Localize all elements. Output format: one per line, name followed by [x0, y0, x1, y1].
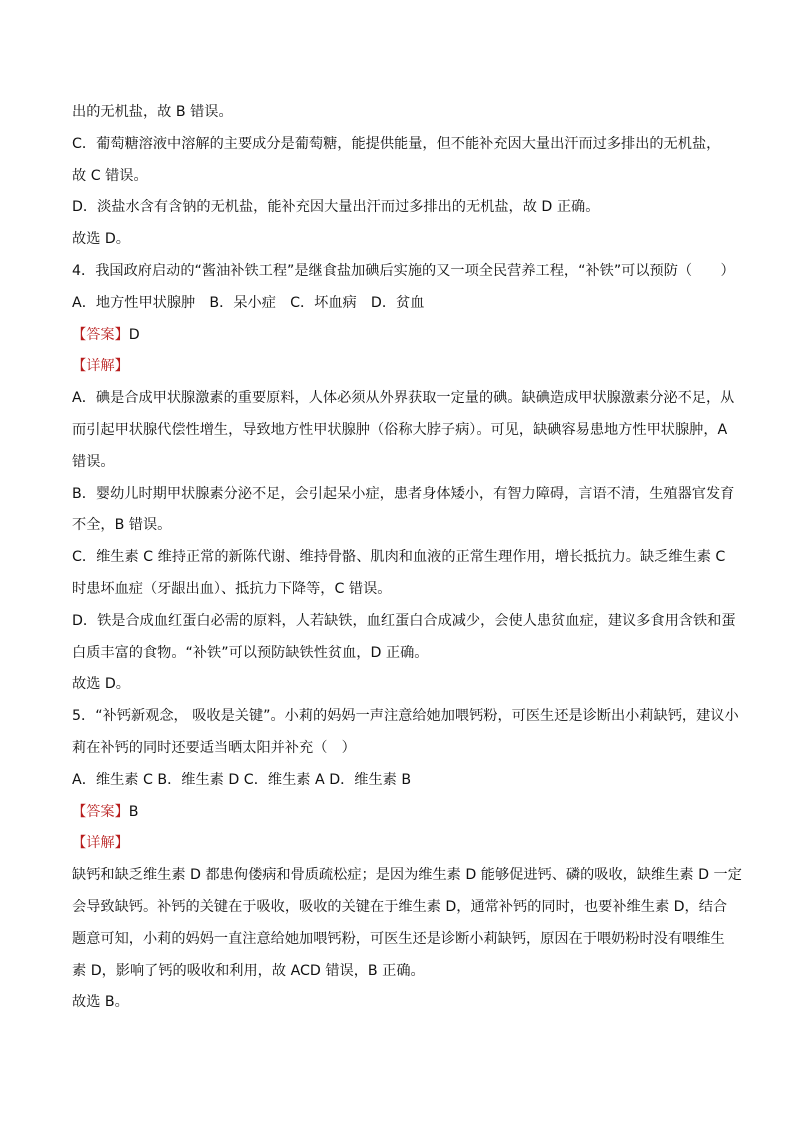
text-line: 时患坏血症（牙龈出血）、抵抗力下降等，C 错误。 — [72, 580, 392, 597]
paragraph — [72, 542, 724, 606]
text-line: C．葡萄糖溶液中溶解的主要成分是葡萄糖，能提供能量，但不能补充因大量出汗而过多排出的无机盐， — [72, 135, 721, 152]
text-line: A．碘是合成甲状腺激素的重要原料，人体必须从外界获取一定量的碘。缺碘造成甲状腺激素分泌不足，从 — [72, 390, 735, 407]
text-line: 不全，B 错误。 — [72, 517, 172, 534]
text-line: A．维生素 C B．维生素 D C．维生素 A D．维生素 B — [72, 771, 412, 788]
text-line: D．铁是合成血红蛋白必需的原料，人若缺铁，血红蛋白合成减少，会使人患贫血症，建议多食用含铁和蛋 — [72, 612, 736, 629]
text-line: 故选 B。 — [72, 994, 129, 1011]
paragraph — [72, 97, 724, 129]
answer-block — [72, 320, 724, 352]
paragraph — [72, 256, 735, 288]
paragraph — [72, 860, 742, 987]
label-line — [72, 828, 724, 860]
answer-block — [72, 351, 724, 383]
section-tag: 【详解】 — [72, 835, 129, 852]
text-line: 会导致缺钙。补钙的关键在于吸收，吸收的关键在于维生素 D，通常补钙的同时，也要补维生素 D，结合 — [72, 898, 728, 915]
text-line: A．地方性甲状腺肿 B．呆小症 C．坏血病 D．贫血 — [72, 294, 425, 311]
text-line: 故选 D。 — [72, 676, 130, 693]
text-line: B．婴幼儿时期甲状腺素分泌不足，会引起呆小症，患者身体矮小，有智力障碍，言语不清，生殖器官发育 — [72, 485, 735, 502]
answer-value: D — [128, 326, 140, 343]
text-line: 5．“补钙新观念， 吸收是关键”。小莉的妈妈一声注意给她加喂钙粉，可医生还是诊断出小莉缺钙，建议小 — [72, 708, 739, 725]
label-line — [72, 797, 724, 829]
text-line: 4．我国政府启动的“酱油补铁工程”是继食盐加碘后实施的又一项全民营养工程，“补铁”可以预防（ ） — [72, 262, 735, 279]
paragraph — [72, 701, 739, 765]
text-line: 莉在补钙的同时还要适当晒太阳并补充（ ） — [72, 739, 356, 756]
text-line: 故 C 错误。 — [72, 167, 148, 184]
text-line: 故选 D。 — [72, 231, 130, 248]
text-line: 素 D，影响了钙的吸收和利用，故 ACD 错误，B 正确。 — [72, 962, 425, 979]
paragraph — [72, 479, 735, 543]
text-line: 白质丰富的食物。“补铁”可以预防缺铁性贫血，D 正确。 — [72, 644, 429, 661]
paragraph — [72, 288, 724, 320]
text-line: C．维生素 C 维持正常的新陈代谢、维持骨骼、肌肉和血液的正常生理作用，增长抵抗力。缺乏维生素 C — [72, 549, 726, 566]
paragraph — [72, 987, 724, 1019]
label-line — [72, 320, 724, 352]
paragraph — [72, 129, 724, 193]
text-line: 缺钙和缺乏维生素 D 都患佝偻病和骨质疏松症；是因为维生素 D 能够促进钙、磷的吸收，缺维生素 D 一定 — [72, 867, 742, 884]
text-line: 而引起甲状腺代偿性增生，导致地方性甲状腺肿（俗称大脖子病）。可见，缺碘容易患地方性甲状腺肿，A — [72, 421, 728, 438]
section-tag: 【答案】 — [72, 326, 129, 343]
section-tag: 【详解】 — [72, 358, 129, 375]
text-line: 题意可知，小莉的妈妈一直注意给她加喂钙粉，可医生还是诊断小莉缺钙，原因在于喂奶粉时没有喂维生 — [72, 930, 725, 947]
document-body — [72, 97, 742, 1019]
answer-block — [72, 797, 724, 829]
paragraph — [72, 669, 724, 701]
section-tag: 【答案】 — [72, 803, 129, 820]
answer-value: B — [128, 803, 139, 820]
text-line: 出的无机盐，故 B 错误。 — [72, 104, 233, 120]
text-line: D．淡盐水含有含钠的无机盐，能补充因大量出汗而过多排出的无机盐，故 D 正确。 — [72, 199, 600, 216]
paragraph — [72, 606, 736, 670]
label-line — [72, 351, 724, 383]
paragraph — [72, 765, 724, 797]
paragraph — [72, 224, 724, 256]
paragraph — [72, 192, 724, 224]
paragraph — [72, 383, 735, 478]
answer-block — [72, 828, 724, 860]
text-line: 错误。 — [72, 453, 115, 470]
